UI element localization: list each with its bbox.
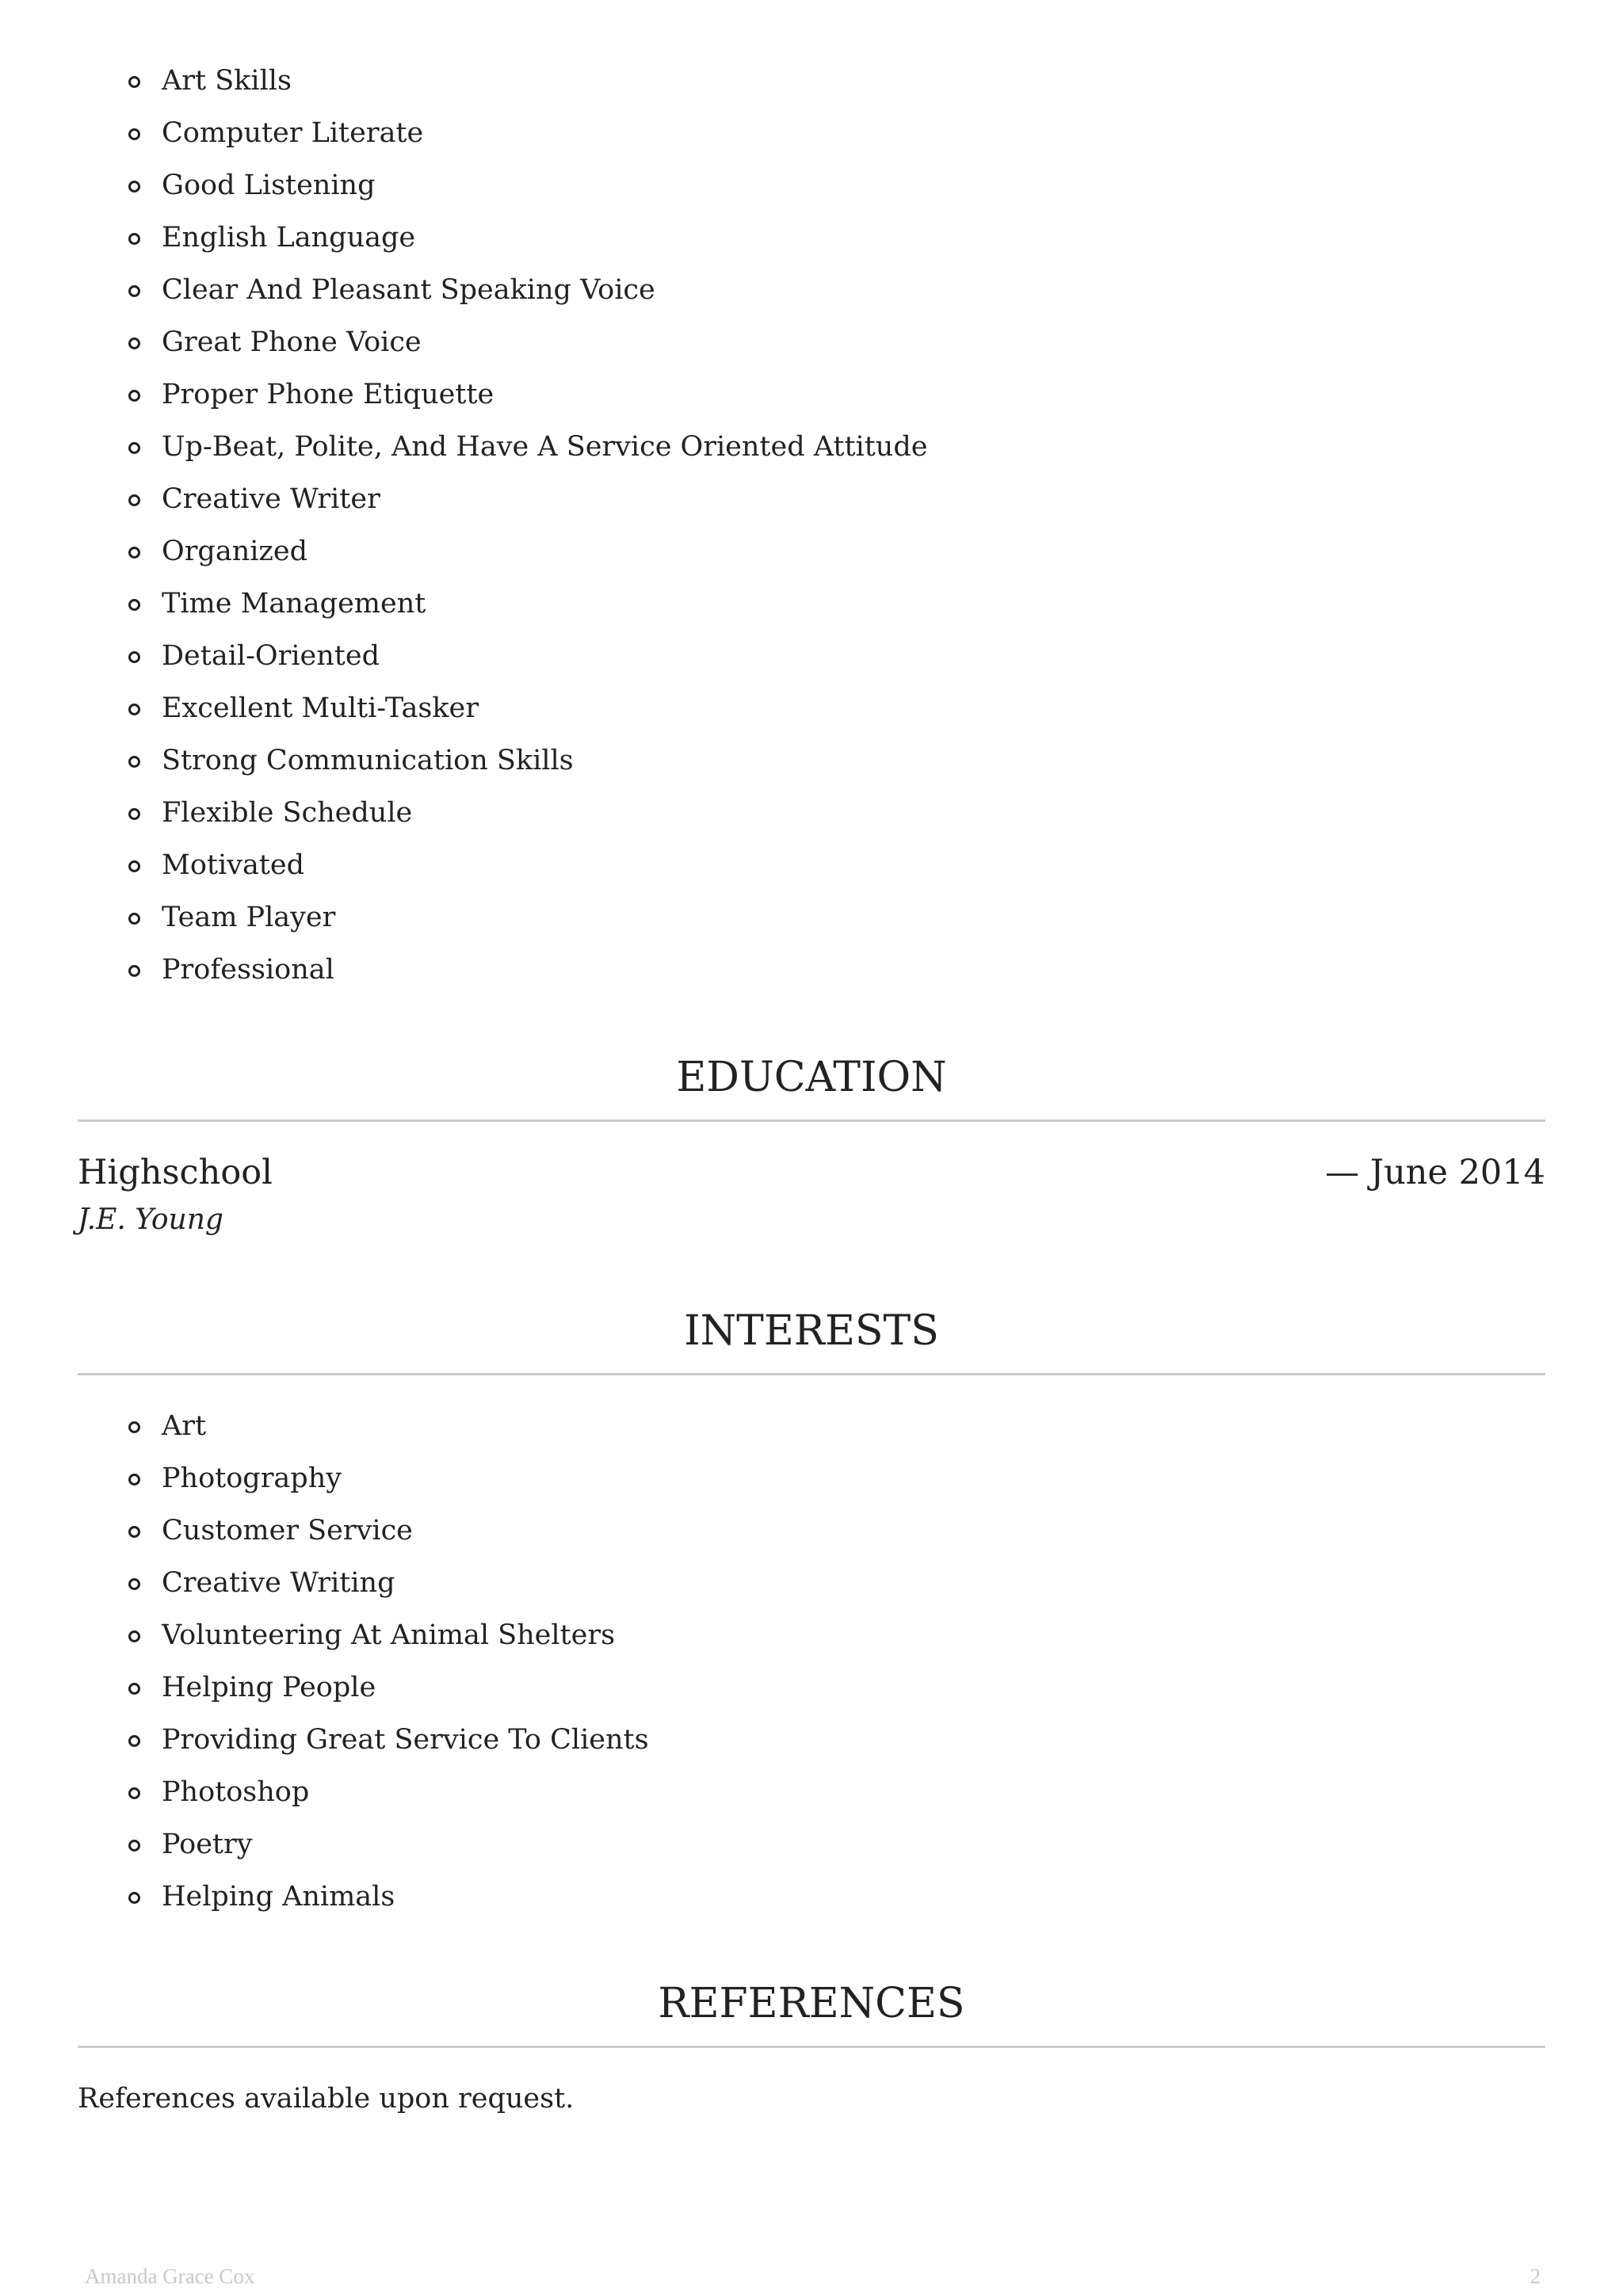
list-item	[78, 839, 1545, 891]
list-item-text: Good Listening	[162, 170, 376, 201]
list-item-text: Professional	[162, 954, 334, 986]
bullet-circle-icon	[128, 390, 140, 402]
list-item-text: Clear And Pleasant Speaking Voice	[162, 274, 655, 306]
education-degree: Highschool	[78, 1153, 273, 1192]
education-entry	[78, 1149, 1545, 1240]
bullet-circle-icon	[128, 1421, 140, 1433]
bullet-circle-icon	[128, 651, 140, 663]
list-item-text: Up-Beat, Polite, And Have A Service Oriented Attitude	[162, 431, 928, 463]
bullet-circle-icon	[128, 494, 140, 506]
bullet-circle-icon	[128, 913, 140, 925]
bullet-circle-icon	[128, 1892, 140, 1904]
list-item	[78, 368, 1545, 421]
list-item-text: Photoshop	[162, 1776, 310, 1808]
list-item	[78, 1766, 1545, 1818]
list-item	[78, 1452, 1545, 1505]
list-item-text: Organized	[162, 536, 307, 567]
bullet-circle-icon	[128, 1787, 140, 1799]
education-divider	[78, 1119, 1545, 1122]
list-item-text: Motivated	[162, 849, 304, 881]
skills-list	[78, 55, 1545, 996]
list-item-text: Photography	[162, 1463, 342, 1494]
list-item	[78, 473, 1545, 525]
bullet-circle-icon	[128, 860, 140, 872]
list-item	[78, 944, 1545, 996]
references-divider	[78, 2046, 1545, 2048]
list-item	[78, 1505, 1545, 1557]
list-item	[78, 55, 1545, 107]
list-item-text: Providing Great Service To Clients	[162, 1724, 649, 1756]
bullet-circle-icon	[128, 808, 140, 820]
education-school: J.E. Young	[78, 1203, 223, 1236]
interests-list	[78, 1400, 1545, 1923]
bullet-circle-icon	[128, 704, 140, 715]
bullet-circle-icon	[128, 181, 140, 193]
list-item	[78, 421, 1545, 473]
list-item	[78, 1661, 1545, 1714]
list-item-text: Excellent Multi-Tasker	[162, 692, 479, 724]
list-item	[78, 212, 1545, 264]
list-item	[78, 316, 1545, 368]
list-item	[78, 1400, 1545, 1452]
bullet-circle-icon	[128, 1630, 140, 1642]
interests-section	[78, 1400, 1545, 1923]
list-item-text: Team Player	[162, 902, 336, 933]
list-item-text: Great Phone Voice	[162, 326, 422, 358]
list-item-text: Strong Communication Skills	[162, 745, 574, 776]
bullet-circle-icon	[128, 599, 140, 611]
list-item-text: Flexible Schedule	[162, 797, 413, 829]
list-item	[78, 578, 1545, 630]
bullet-circle-icon	[128, 1840, 140, 1852]
list-item-text: Art Skills	[162, 65, 292, 97]
bullet-circle-icon	[128, 128, 140, 140]
bullet-circle-icon	[128, 1578, 140, 1590]
bullet-circle-icon	[128, 756, 140, 768]
list-item	[78, 159, 1545, 212]
list-item	[78, 1871, 1545, 1923]
bullet-circle-icon	[128, 1735, 140, 1747]
list-item	[78, 1714, 1545, 1766]
list-item-text: Creative Writing	[162, 1567, 395, 1599]
bullet-circle-icon	[128, 285, 140, 297]
list-item	[78, 264, 1545, 316]
list-item	[78, 891, 1545, 944]
skills-section	[78, 55, 1545, 996]
bullet-circle-icon	[128, 1526, 140, 1538]
interests-divider	[78, 1373, 1545, 1375]
list-item	[78, 734, 1545, 787]
list-item	[78, 787, 1545, 839]
list-item-text: Computer Literate	[162, 117, 424, 149]
list-item-text: English Language	[162, 222, 416, 254]
bullet-circle-icon	[128, 1683, 140, 1695]
interests-heading: INTERESTS	[684, 1307, 939, 1355]
list-item	[78, 1818, 1545, 1871]
footer-name: Amanda Grace Cox	[85, 2264, 255, 2288]
list-item-text: Volunteering At Animal Shelters	[162, 1619, 616, 1651]
bullet-circle-icon	[128, 547, 140, 559]
list-item	[78, 107, 1545, 159]
list-item	[78, 1609, 1545, 1661]
list-item-text: Detail-Oriented	[162, 640, 380, 672]
education-date: — June 2014	[1325, 1153, 1545, 1192]
list-item-text: Proper Phone Etiquette	[162, 379, 495, 410]
list-item	[78, 525, 1545, 578]
bullet-circle-icon	[128, 233, 140, 245]
list-item-text: Poetry	[162, 1829, 253, 1860]
bullet-circle-icon	[128, 338, 140, 349]
education-heading: EDUCATION	[676, 1054, 947, 1101]
references-text: References available upon request.	[78, 2083, 575, 2115]
list-item-text: Customer Service	[162, 1515, 413, 1547]
list-item-text: Helping Animals	[162, 1881, 395, 1913]
references-heading: REFERENCES	[658, 1980, 965, 2027]
footer-page-number: 2	[1529, 2264, 1541, 2288]
bullet-circle-icon	[128, 76, 140, 88]
bullet-circle-icon	[128, 442, 140, 454]
list-item-text: Creative Writer	[162, 483, 380, 515]
list-item-text: Helping People	[162, 1672, 376, 1703]
bullet-circle-icon	[128, 965, 140, 977]
bullet-circle-icon	[128, 1474, 140, 1486]
list-item-text: Time Management	[162, 588, 426, 620]
list-item	[78, 1557, 1545, 1609]
list-item-text: Art	[162, 1410, 207, 1442]
list-item	[78, 682, 1545, 734]
list-item	[78, 630, 1545, 682]
